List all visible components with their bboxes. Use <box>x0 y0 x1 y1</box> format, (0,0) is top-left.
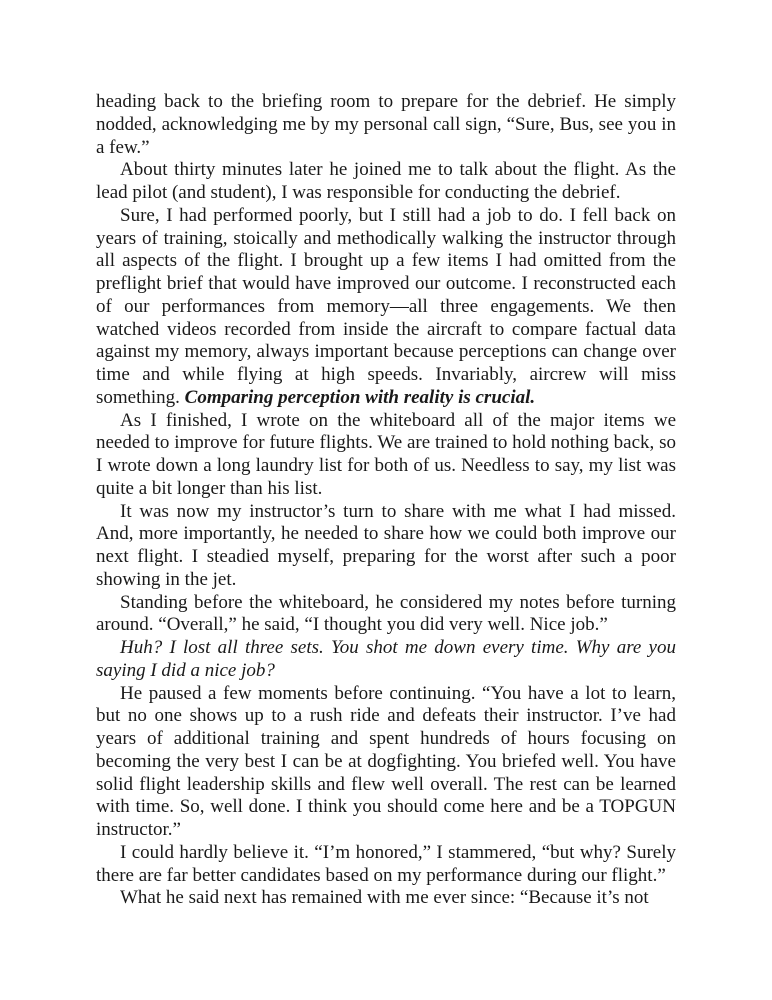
paragraph-2-text: About thirty minutes later he joined me to talk about the flight. As the lead pilot (and student), I was responsible for conducting the debrief. <box>96 159 676 203</box>
paragraph-5 <box>96 501 676 592</box>
paragraph-5-text: It was now my instructor’s turn to share with me what I had missed. And, more importantly, he needed to share how we could both improve our next flight. I steadied myself, preparing for the worst after such a poor showing in the jet. <box>96 500 676 590</box>
paragraph-3-text: Sure, I had performed poorly, but I still had a job to do. I fell back on years of training, stoically and methodically walking the instructor through all aspects of the flight. I brought up a few items I had omitted from the preflight brief that would have improved our outcome. I reconstructed each of our performances from memory—all three engagements. We then watched videos recorded from inside the aircraft to compare factual data against my memory, always important because perceptions can change over time and while flying at high speeds. Invariably, aircrew will miss something. <box>96 204 676 408</box>
paragraph-10-text: What he said next has remained with me ever since: “Because it’s not <box>120 887 649 909</box>
paragraph-7-inner-thought <box>96 637 676 683</box>
paragraph-4 <box>96 410 676 501</box>
paragraph-8-text: He paused a few moments before continuing. “You have a lot to learn, but no one shows up to a rush ride and defeats their instructor. I’ve had years of additional training and spent hundreds of hours focusing on becoming the very best I can be at dogfighting. You briefed well. You have solid flight leadership skills and flew well overall. The rest can be learned with time. So, well done. I think you should come here and be a TOPGUN instructor.” <box>96 682 676 840</box>
paragraph-3 <box>96 205 676 410</box>
paragraph-1 <box>96 91 676 159</box>
paragraph-8 <box>96 683 676 842</box>
book-page <box>96 91 676 910</box>
paragraph-6-text: Standing before the whiteboard, he considered my notes before turning around. “Overall,” he said, “I thought you did very well. Nice job.” <box>96 591 676 636</box>
paragraph-2 <box>96 159 676 205</box>
paragraph-9 <box>96 842 676 888</box>
paragraph-4-text: As I finished, I wrote on the whiteboard all of the major items we needed to improve for future flights. We are trained to hold nothing back, so I wrote down a long laundry list for both of us. Needless to say, my list was quite a bit longer than his list. <box>96 409 676 499</box>
paragraph-3-emphasis: Comparing perception with reality is crucial. <box>184 386 536 408</box>
paragraph-9-text: I could hardly believe it. “I’m honored,” I stammered, “but why? Surely there are far better candidates based on my performance during our flight.” <box>96 841 676 886</box>
paragraph-7-text: Huh? I lost all three sets. You shot me down every time. Why are you saying I did a nice job? <box>96 637 676 681</box>
paragraph-6 <box>96 592 676 638</box>
paragraph-1-text: heading back to the briefing room to prepare for the debrief. He simply nodded, acknowledging me by my personal call sign, “Sure, Bus, see you in a few.” <box>96 91 676 158</box>
paragraph-10 <box>96 887 676 910</box>
